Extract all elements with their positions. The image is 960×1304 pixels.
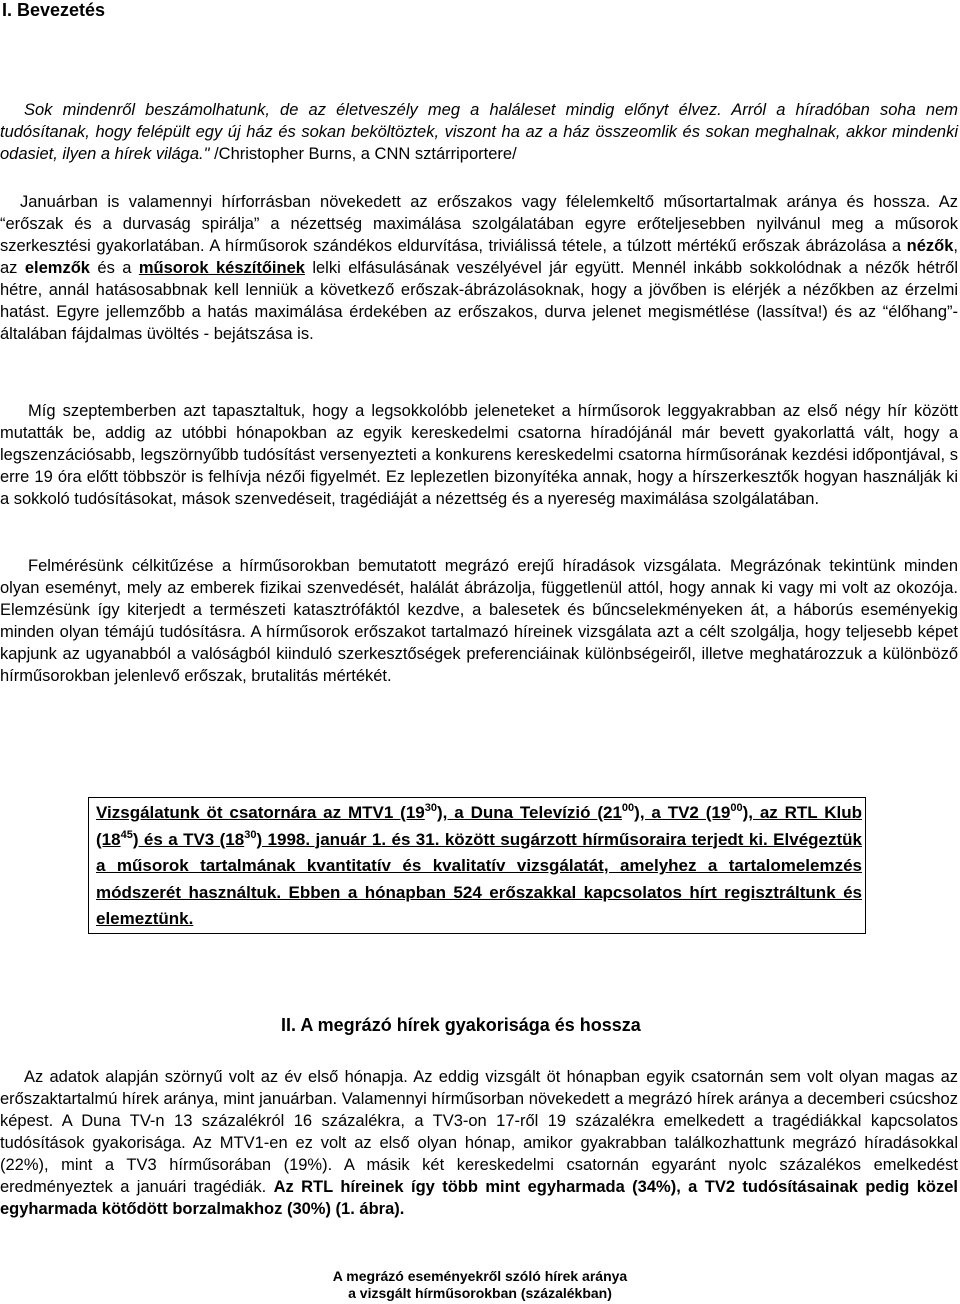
- paragraph-survey-goal: [0, 555, 958, 687]
- emphasis-analysts: elemzők: [24, 259, 90, 277]
- paragraph-january-violence: [0, 191, 958, 345]
- figure-caption: [280, 1268, 680, 1302]
- paragraph-bold-conclusion: Az RTL híreinek így több mint egyharmada (34%), a TV2 tudósításainak pedig közel egyharmada kötődött borzalmakhoz (30%) (1. ábra).: [0, 1178, 958, 1218]
- paragraph-text: , az: [0, 237, 958, 277]
- opening-quote-paragraph: [0, 99, 958, 165]
- paragraph-september-comparison: [0, 400, 958, 510]
- emphasis-program-makers: műsorok készítőinek: [138, 259, 305, 277]
- paragraph-text: és a: [89, 259, 139, 277]
- paragraph-text: Míg szeptemberben azt tapasztaltuk, hogy a legsokkolóbb jeleneteket a hírműsorok leggyakrabban az első négy hír között mutatták be, addig az utóbbi hónapokban az egyik kereskedelmi csatorna híradójánál már bevett gyakorlattá vált, hogy a legszenzációsabb, legszörnyűbb tudósítást versenyezteti a konkurens kereskedelmi csatorna hírműsorának kezdési időpontjával, s erre 19 óra előtt többször is felhívja nézői figyelmét. Ez leplezetlen bizonyítéka annak, hogy a hírszerkesztők hogyan használják ki a sokkoló tudósításokat, mások szenvedéseit, tragédiáját a nézettség és a nyereség maximálása szolgálatában.: [0, 402, 958, 508]
- emphasis-viewers: nézők: [906, 237, 954, 255]
- highlight-box-text: Vizsgálatunk öt csatornára az MTV1 $(19^{30})$, a Duna Televízió $(21^{00})$, a TV2 $(19^{00})$, az RTL Klub $(18^{45})$ és a TV3 $(18^{30})$ 1998. január 1. és 31. között sugárzott hírműsoraira terjedt ki. Elvégeztük a műsorok tartalmának kvantitatív és kvalitatív vizsgálatát, amelyhez a tartalomelemzés módszerét használtuk. Ebben a hónapban 524 erőszakkal kapcsolatos hírt regisztráltunk és elemeztünk.: [96, 802, 863, 928]
- paragraph-text: Felmérésünk célkitűzése a hírműsorokban bemutatott megrázó erejű híradások vizsgálata. Megrázónak tekintünk minden olyan eseményt, mely az emberek fizikai szenvedését, halálát ábrázolja, függetlenül attól, hogy annak ki vagy mi volt az okozója. Elemzésünk így kiterjedt a természeti katasztrófáktól kezdve, a balesetek és bűncselekményeken át, a háborús eseményekig minden olyan témájú tudósításra. A hírműsorok erőszakot tartalmazó híreinek vizsgálata azt a célt szolgálja, hogy teljesebb képet kapjunk az ugyanabból a valóságból kiinduló szerkesztőségek preferenciáinak különbségeiről, illetve meghatározzuk a különböző hírműsorokban jelenlevő erőszak, brutalitás mértékét.: [0, 557, 958, 685]
- figure-caption-line-2: a vizsgált hírműsorokban (százalékban): [348, 1285, 612, 1301]
- figure-caption-line-1: A megrázó eseményekről szóló hírek aránya: [332, 1268, 628, 1284]
- section-heading-frequency: II. A megrázó hírek gyakorisága és hossza: [281, 1015, 641, 1035]
- quote-attribution: /Christopher Burns, a CNN sztárriportere/: [209, 145, 517, 163]
- paragraph-data-results: [0, 1066, 958, 1220]
- paragraph-text: lelki elfásulásának veszélyével jár együtt. Mennél inkább sokkolódnak a nézők hétről hétre, annál hatásosabbnak kell lenniük a következő erőszak-ábrázolásoknak, hogy a jövőben is elérjék a nézőkben az érzelmi hatást. Egyre jellemzőbb a hatás maximálása érdekében az erőszakos, durva jelenet megismétlése (lassítva!) és az “élőhang”- általában fájdalmas üvöltés - bejátszása is.: [0, 259, 958, 343]
- paragraph-text: Januárban is valamennyi hírforrásban növekedett az erőszakos vagy félelemkeltő műsortartalmak aránya és hossza. Az “erőszak és a durvaság spirálja” a nézettség maximálása szolgálatában egyre erőteljesebben nyilvánul meg a műsorok szerkesztési gyakorlatában. A hírműsorok szándékos eldurvítása, triviálissá tétele, a túlzott mértékű erőszak ábrázolása a: [0, 193, 958, 255]
- paragraph-text: Az adatok alapján szörnyű volt az év első hónapja. Az eddig vizsgált öt hónapban egyik csatornán sem volt olyan magas az erőszaktartalmú hírek aránya, mint januárban. Valamennyi hírműsorban növekedett a megrázó hírek aránya a decemberi csúcshoz képest. A Duna TV-n 13 százalékról 16 százalékra, a TV3-on 17-ről 19 százalékra emelkedett a tragédiákkal kapcsolatos tudósítások gyakorisága. Az MTV1-en ez volt az első olyan hónap, amikor gyakrabban találkozhattunk megrázó híradásokkal (22%), mint a TV3 hírműsorában (19%). A másik két kereskedelmi csatornán egyaránt nyolc százalékos emelkedést eredményeztek a januári tragédiák.: [0, 1068, 958, 1196]
- section-heading-intro: I. Bevezetés: [2, 0, 106, 20]
- quote-text: Sok mindenről beszámolhatunk, de az életveszély meg a haláleset mindig előnyt élvez. Arról a híradóban soha nem tudósítanak, hogy felépült egy új ház és sokan beköltöztek, viszont ha az a ház összeomlik és sokan meghalnak, akkor mindenki odasiet, ilyen a hírek világa.": [0, 101, 958, 163]
